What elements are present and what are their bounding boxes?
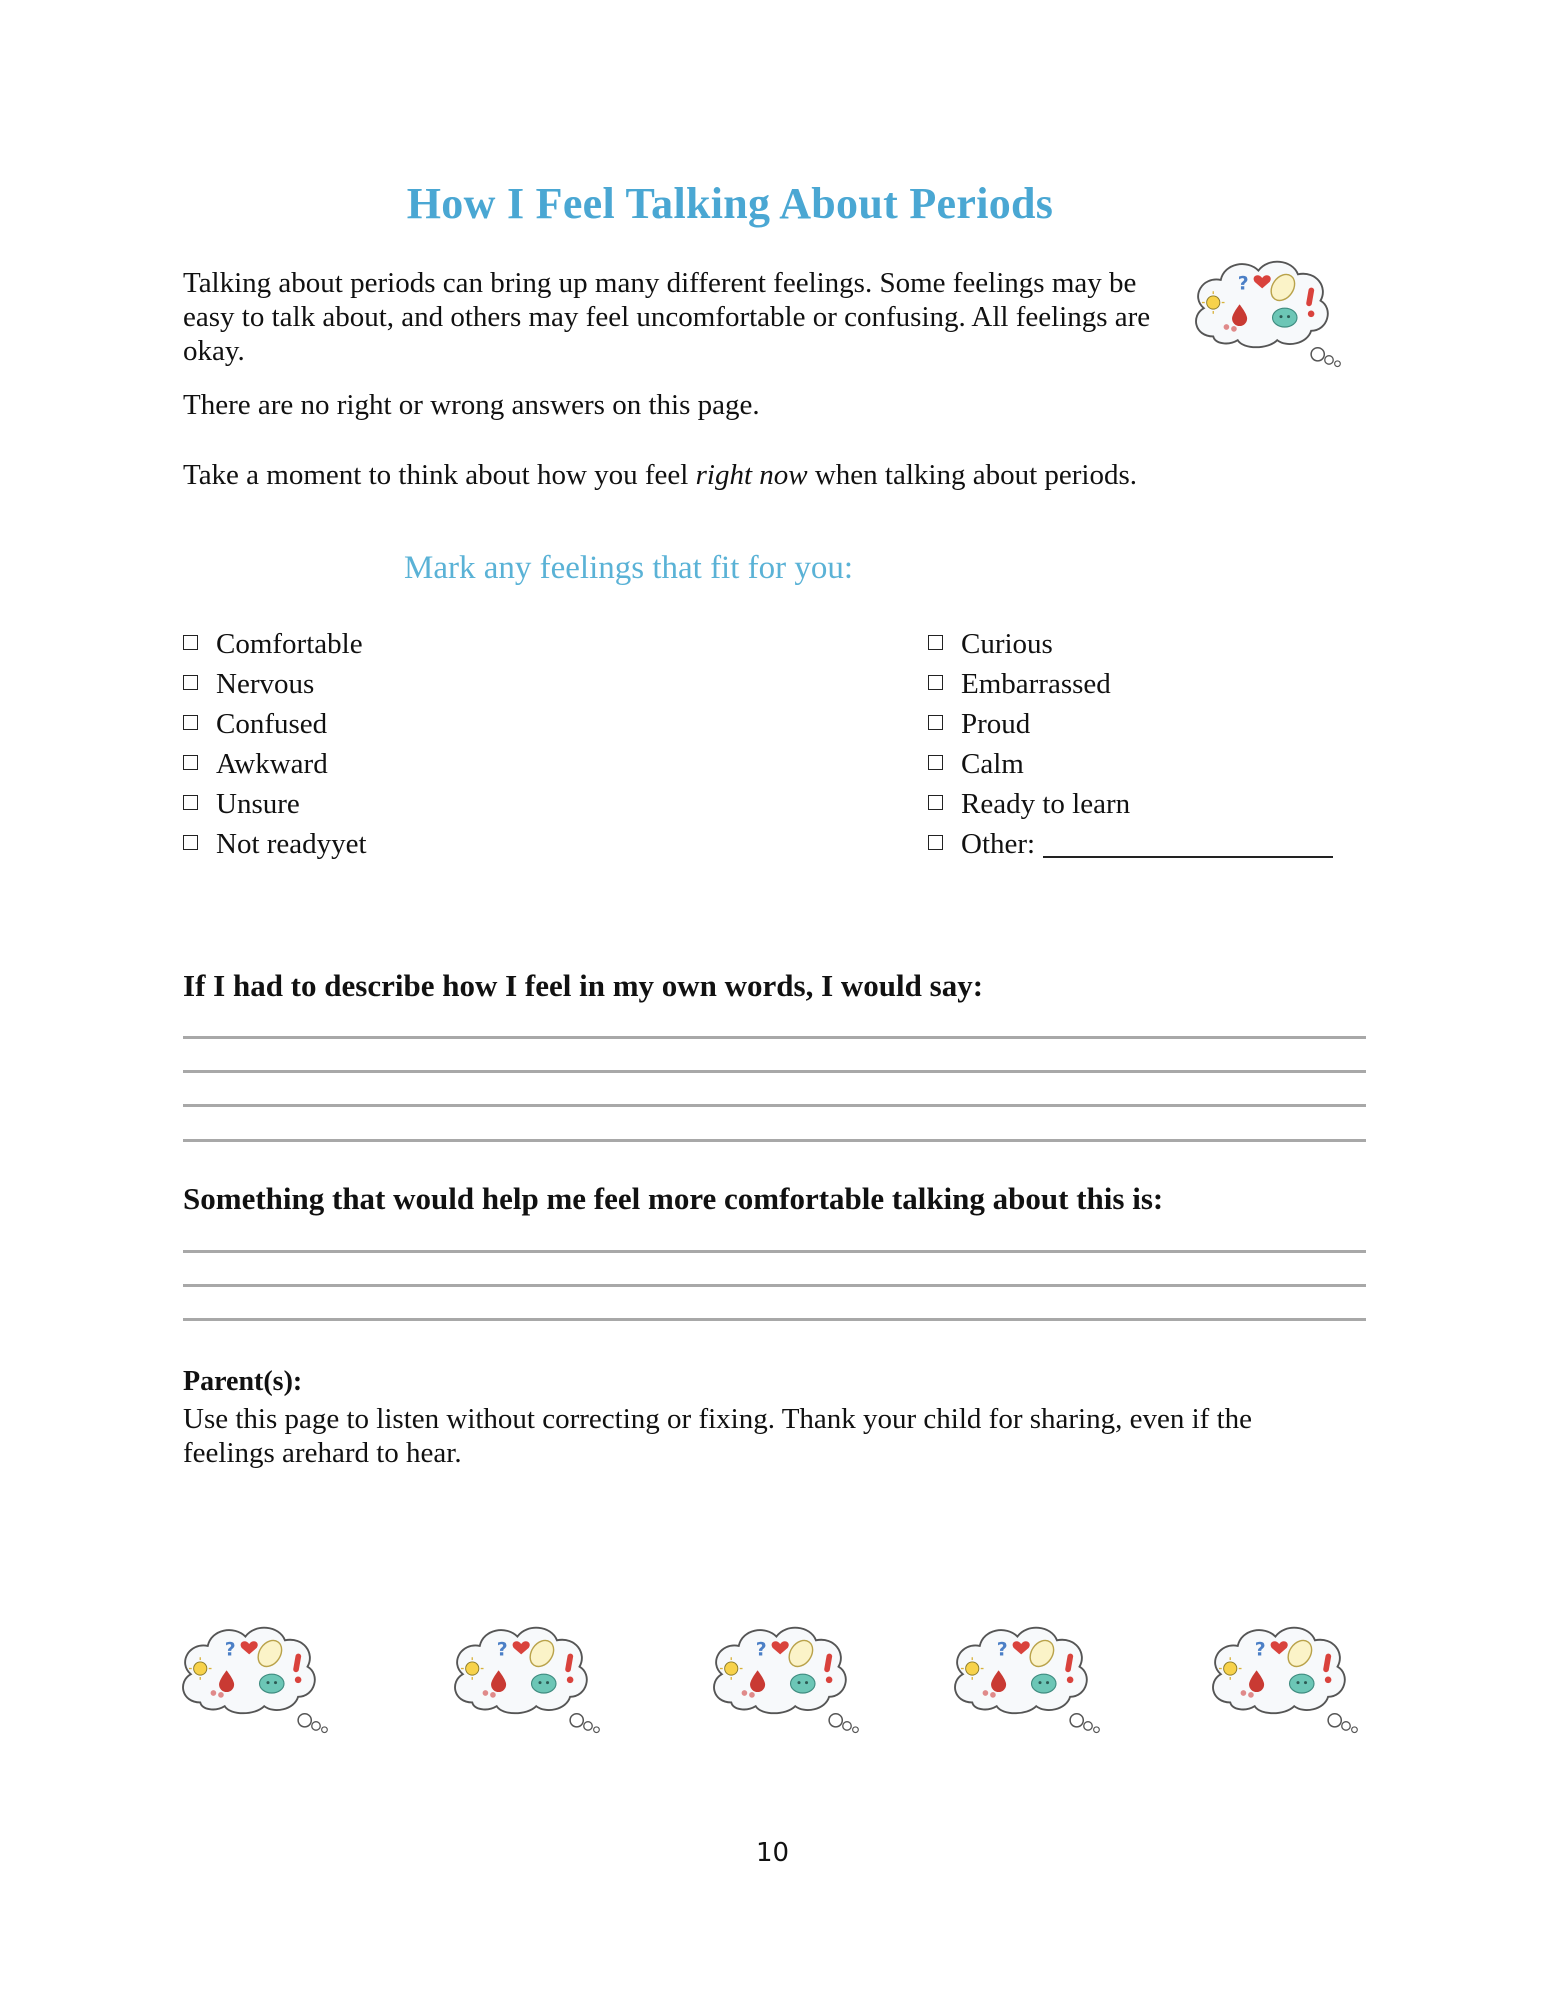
take-moment-after: when talking about periods. (807, 459, 1138, 491)
feeling-label: Confused (216, 708, 328, 740)
take-moment-emphasis: right now (695, 459, 808, 491)
feeling-option[interactable] (183, 704, 367, 744)
feeling-label: Awkward (216, 748, 328, 780)
feeling-option[interactable] (928, 664, 1333, 704)
feeling-label: Calm (961, 748, 1024, 780)
feelings-column-right (928, 624, 1333, 864)
checkbox[interactable] (928, 675, 943, 690)
checkbox[interactable] (928, 635, 943, 650)
page-number: 10 (755, 1838, 790, 1868)
take-moment-text (183, 458, 1283, 492)
feeling-option[interactable] (928, 704, 1333, 744)
feeling-label: Not readyyet (216, 828, 367, 860)
take-moment-before: Take a moment to think about how you feel (183, 459, 696, 491)
no-wrong-answers-text: There are no right or wrong answers on this page. (183, 389, 760, 421)
thought-cloud-icon (444, 1612, 604, 1742)
writing-line[interactable] (183, 1104, 1366, 1107)
feeling-label: Curious (961, 628, 1053, 660)
checkbox[interactable] (928, 835, 943, 850)
feeling-option[interactable] (183, 664, 367, 704)
checkbox[interactable] (183, 835, 198, 850)
checkbox[interactable] (183, 755, 198, 770)
checkbox[interactable] (183, 635, 198, 650)
other-blank-line[interactable] (1043, 830, 1333, 858)
checkbox[interactable] (928, 755, 943, 770)
checkbox[interactable] (928, 795, 943, 810)
feeling-label: Other: (961, 828, 1036, 860)
feeling-label: Nervous (216, 668, 315, 700)
feeling-option[interactable] (183, 624, 367, 664)
parent-note-text: Use this page to listen without correcting or fixing. Thank your child for sharing, even if the feelings arehard to hear. (183, 1403, 1252, 1469)
page-title: How I Feel Talking About Periods (406, 179, 1054, 228)
parent-note-heading: Parent(s): (183, 1366, 303, 1397)
thought-cloud-icon (944, 1612, 1104, 1742)
feeling-label: Embarrassed (961, 668, 1111, 700)
checkbox[interactable] (183, 715, 198, 730)
feeling-label: Comfortable (216, 628, 363, 660)
checkbox[interactable] (183, 675, 198, 690)
thought-cloud-icon (703, 1612, 863, 1742)
feelings-column-left (183, 624, 367, 864)
writing-line[interactable] (183, 1139, 1366, 1142)
feeling-option[interactable] (928, 784, 1333, 824)
writing-line[interactable] (183, 1318, 1366, 1321)
feeling-option[interactable] (183, 824, 367, 864)
feeling-label: Proud (961, 708, 1031, 740)
checkbox[interactable] (183, 795, 198, 810)
thought-cloud-icon (172, 1612, 332, 1742)
thought-cloud-icon (1185, 246, 1345, 376)
comfort-help-prompt: Something that would help me feel more comfortable talking about this is: (183, 1181, 1164, 1216)
writing-line[interactable] (183, 1036, 1366, 1039)
writing-line[interactable] (183, 1070, 1366, 1073)
feeling-option[interactable] (928, 744, 1333, 784)
feeling-option[interactable] (183, 744, 367, 784)
mark-feelings-heading: Mark any feelings that fit for you: (404, 550, 854, 586)
feeling-option[interactable] (928, 624, 1333, 664)
intro-paragraph: Talking about periods can bring up many different feelings. Some feelings may be easy to talk about, and others may feel uncomfortable or confusing. All feelings are okay. (183, 267, 1151, 367)
checkbox[interactable] (928, 715, 943, 730)
thought-cloud-icon (1202, 1612, 1362, 1742)
writing-line[interactable] (183, 1250, 1366, 1253)
describe-feelings-prompt: If I had to describe how I feel in my own words, I would say: (183, 968, 984, 1003)
feeling-option[interactable] (183, 784, 367, 824)
writing-line[interactable] (183, 1284, 1366, 1287)
feeling-label: Ready to learn (961, 788, 1131, 820)
feeling-option-other[interactable] (928, 824, 1333, 864)
feeling-label: Unsure (216, 788, 300, 820)
